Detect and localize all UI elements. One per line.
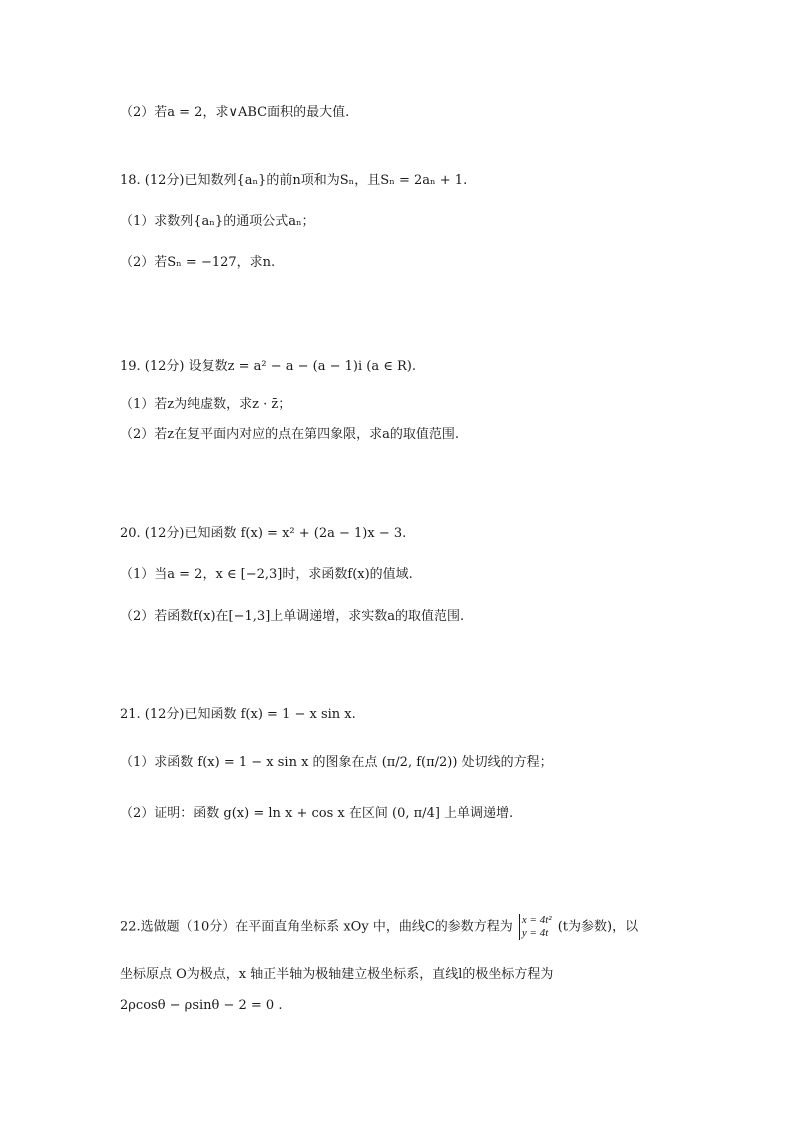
q22-system-line-2: y = 4t	[521, 927, 549, 939]
q22-heading-text-a: 22.选做题（10分）在平面直角坐标系 xOy 中，曲线C的参数方程为	[120, 919, 513, 935]
q21-part1-text-a: （1）求函数 f(x) = 1 − x sin x 的图象在点	[120, 755, 378, 770]
q19-part1: （1）若z为纯虚数，求z · z̄；	[120, 397, 292, 412]
q19-part2: （2）若z在复平面内对应的点在第四象限，求a的取值范围.	[120, 427, 460, 442]
q20-heading: 20. (12分)已知函数 f(x) = x² + (2a − 1)x − 3.	[120, 526, 407, 541]
q18-heading: 18. (12分)已知数列{aₙ}的前n项和为Sₙ，且Sₙ = 2aₙ + 1.	[120, 173, 468, 188]
q19-heading: 19. (12分) 设复数z = a² − a − (a − 1)i (a ∈ R).	[120, 359, 416, 374]
q20-part2: （2）若函数f(x)在[−1,3]上单调递增，求实数a的取值范围.	[120, 609, 465, 624]
q21-heading: 21. (12分)已知函数 f(x) = 1 − x sin x.	[120, 707, 356, 722]
q22-heading-text-b: (t为参数)，以	[557, 919, 639, 935]
q21-part2-interval: (0, π/4]	[392, 806, 440, 821]
q21-part1	[120, 754, 553, 772]
q18-part2: （2）若Sₙ = −127，求n.	[120, 255, 276, 270]
q21-part2	[120, 805, 513, 823]
q21-part2-text-a: （2）证明：函数 g(x) = ln x + cos x 在区间	[120, 806, 388, 821]
q21-part1-point: (π/2, f(π/2))	[381, 755, 458, 770]
q22-line3: 2ρcosθ − ρsinθ − 2 = 0 .	[120, 998, 283, 1013]
q20-part1: （1）当a = 2，x ∈ [−2,3]时，求函数f(x)的值域.	[120, 567, 413, 582]
q21-part1-text-b: 处切线的方程；	[461, 755, 553, 770]
q22-system-line-1: x = 4t²	[521, 914, 552, 926]
q22-heading	[120, 914, 638, 940]
q22-line2: 坐标原点 O为极点，x 轴正半轴为极轴建立极坐标系，直线l的极坐标方程为	[120, 967, 554, 982]
q17-part2: （2）若a = 2，求∨ABC面积的最大值.	[120, 105, 350, 120]
q21-part2-text-b: 上单调递增.	[444, 806, 514, 821]
q22-parametric-system	[519, 914, 552, 940]
q18-part1: （1）求数列{aₙ}的通项公式aₙ；	[120, 214, 315, 229]
